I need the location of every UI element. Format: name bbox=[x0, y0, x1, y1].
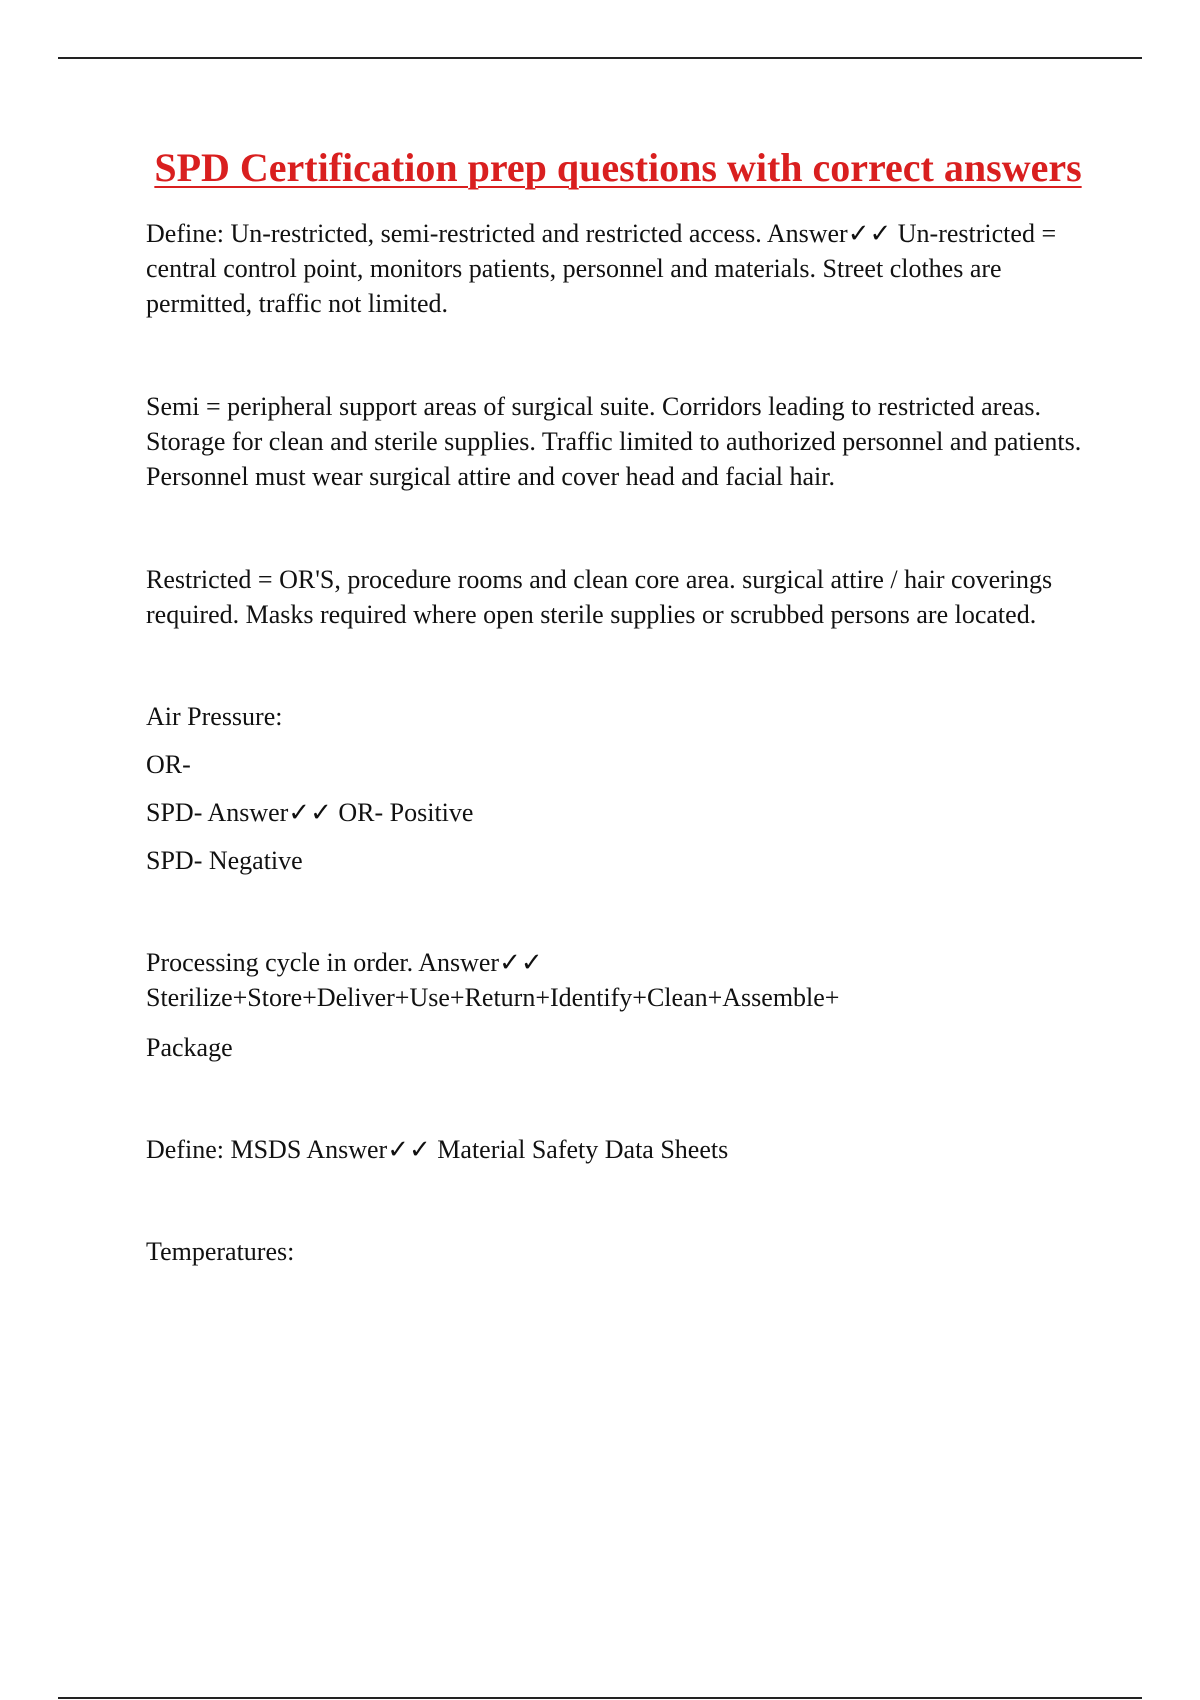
footer-rule bbox=[58, 1697, 1142, 1699]
paragraph-semi-restricted: Semi = peripheral support areas of surgical suite. Corridors leading to restricted areas. Storage for clean and sterile supplies. Traffic limited to authorized personnel and patients. Personnel must wear surgical attire and cover head and facial hair. bbox=[146, 392, 1082, 491]
document-page bbox=[146, 140, 1090, 1269]
paragraph-air-pressure: Air Pressure: bbox=[146, 702, 283, 731]
paragraph-or: OR- bbox=[146, 750, 191, 779]
paragraph-spd-answer: SPD- Answer✓✓ OR- Positive bbox=[146, 798, 474, 827]
paragraph-access-definition: Define: Un-restricted, semi-restricted and restricted access. Answer✓✓ Un-restricted = central control point, monitors patients, personnel and materials. Street clothes are permitted, traffic not limited. bbox=[146, 219, 1057, 318]
paragraph-package: Package bbox=[146, 1033, 233, 1062]
paragraph-processing-cycle: Processing cycle in order. Answer✓✓ Sterilize+Store+Deliver+Use+Return+Identify+Clean+Assemble+ bbox=[146, 948, 840, 1012]
paragraph-spd-negative: SPD- Negative bbox=[146, 846, 303, 875]
header-rule bbox=[58, 57, 1142, 59]
paragraph-temperatures: Temperatures: bbox=[146, 1237, 295, 1266]
paragraph-msds: Define: MSDS Answer✓✓ Material Safety Data Sheets bbox=[146, 1135, 729, 1164]
document-title: SPD Certification prep questions with correct answers bbox=[154, 145, 1082, 190]
paragraph-restricted: Restricted = OR'S, procedure rooms and clean core area. surgical attire / hair coverings required. Masks required where open sterile supplies or scrubbed persons are located. bbox=[146, 565, 1053, 629]
